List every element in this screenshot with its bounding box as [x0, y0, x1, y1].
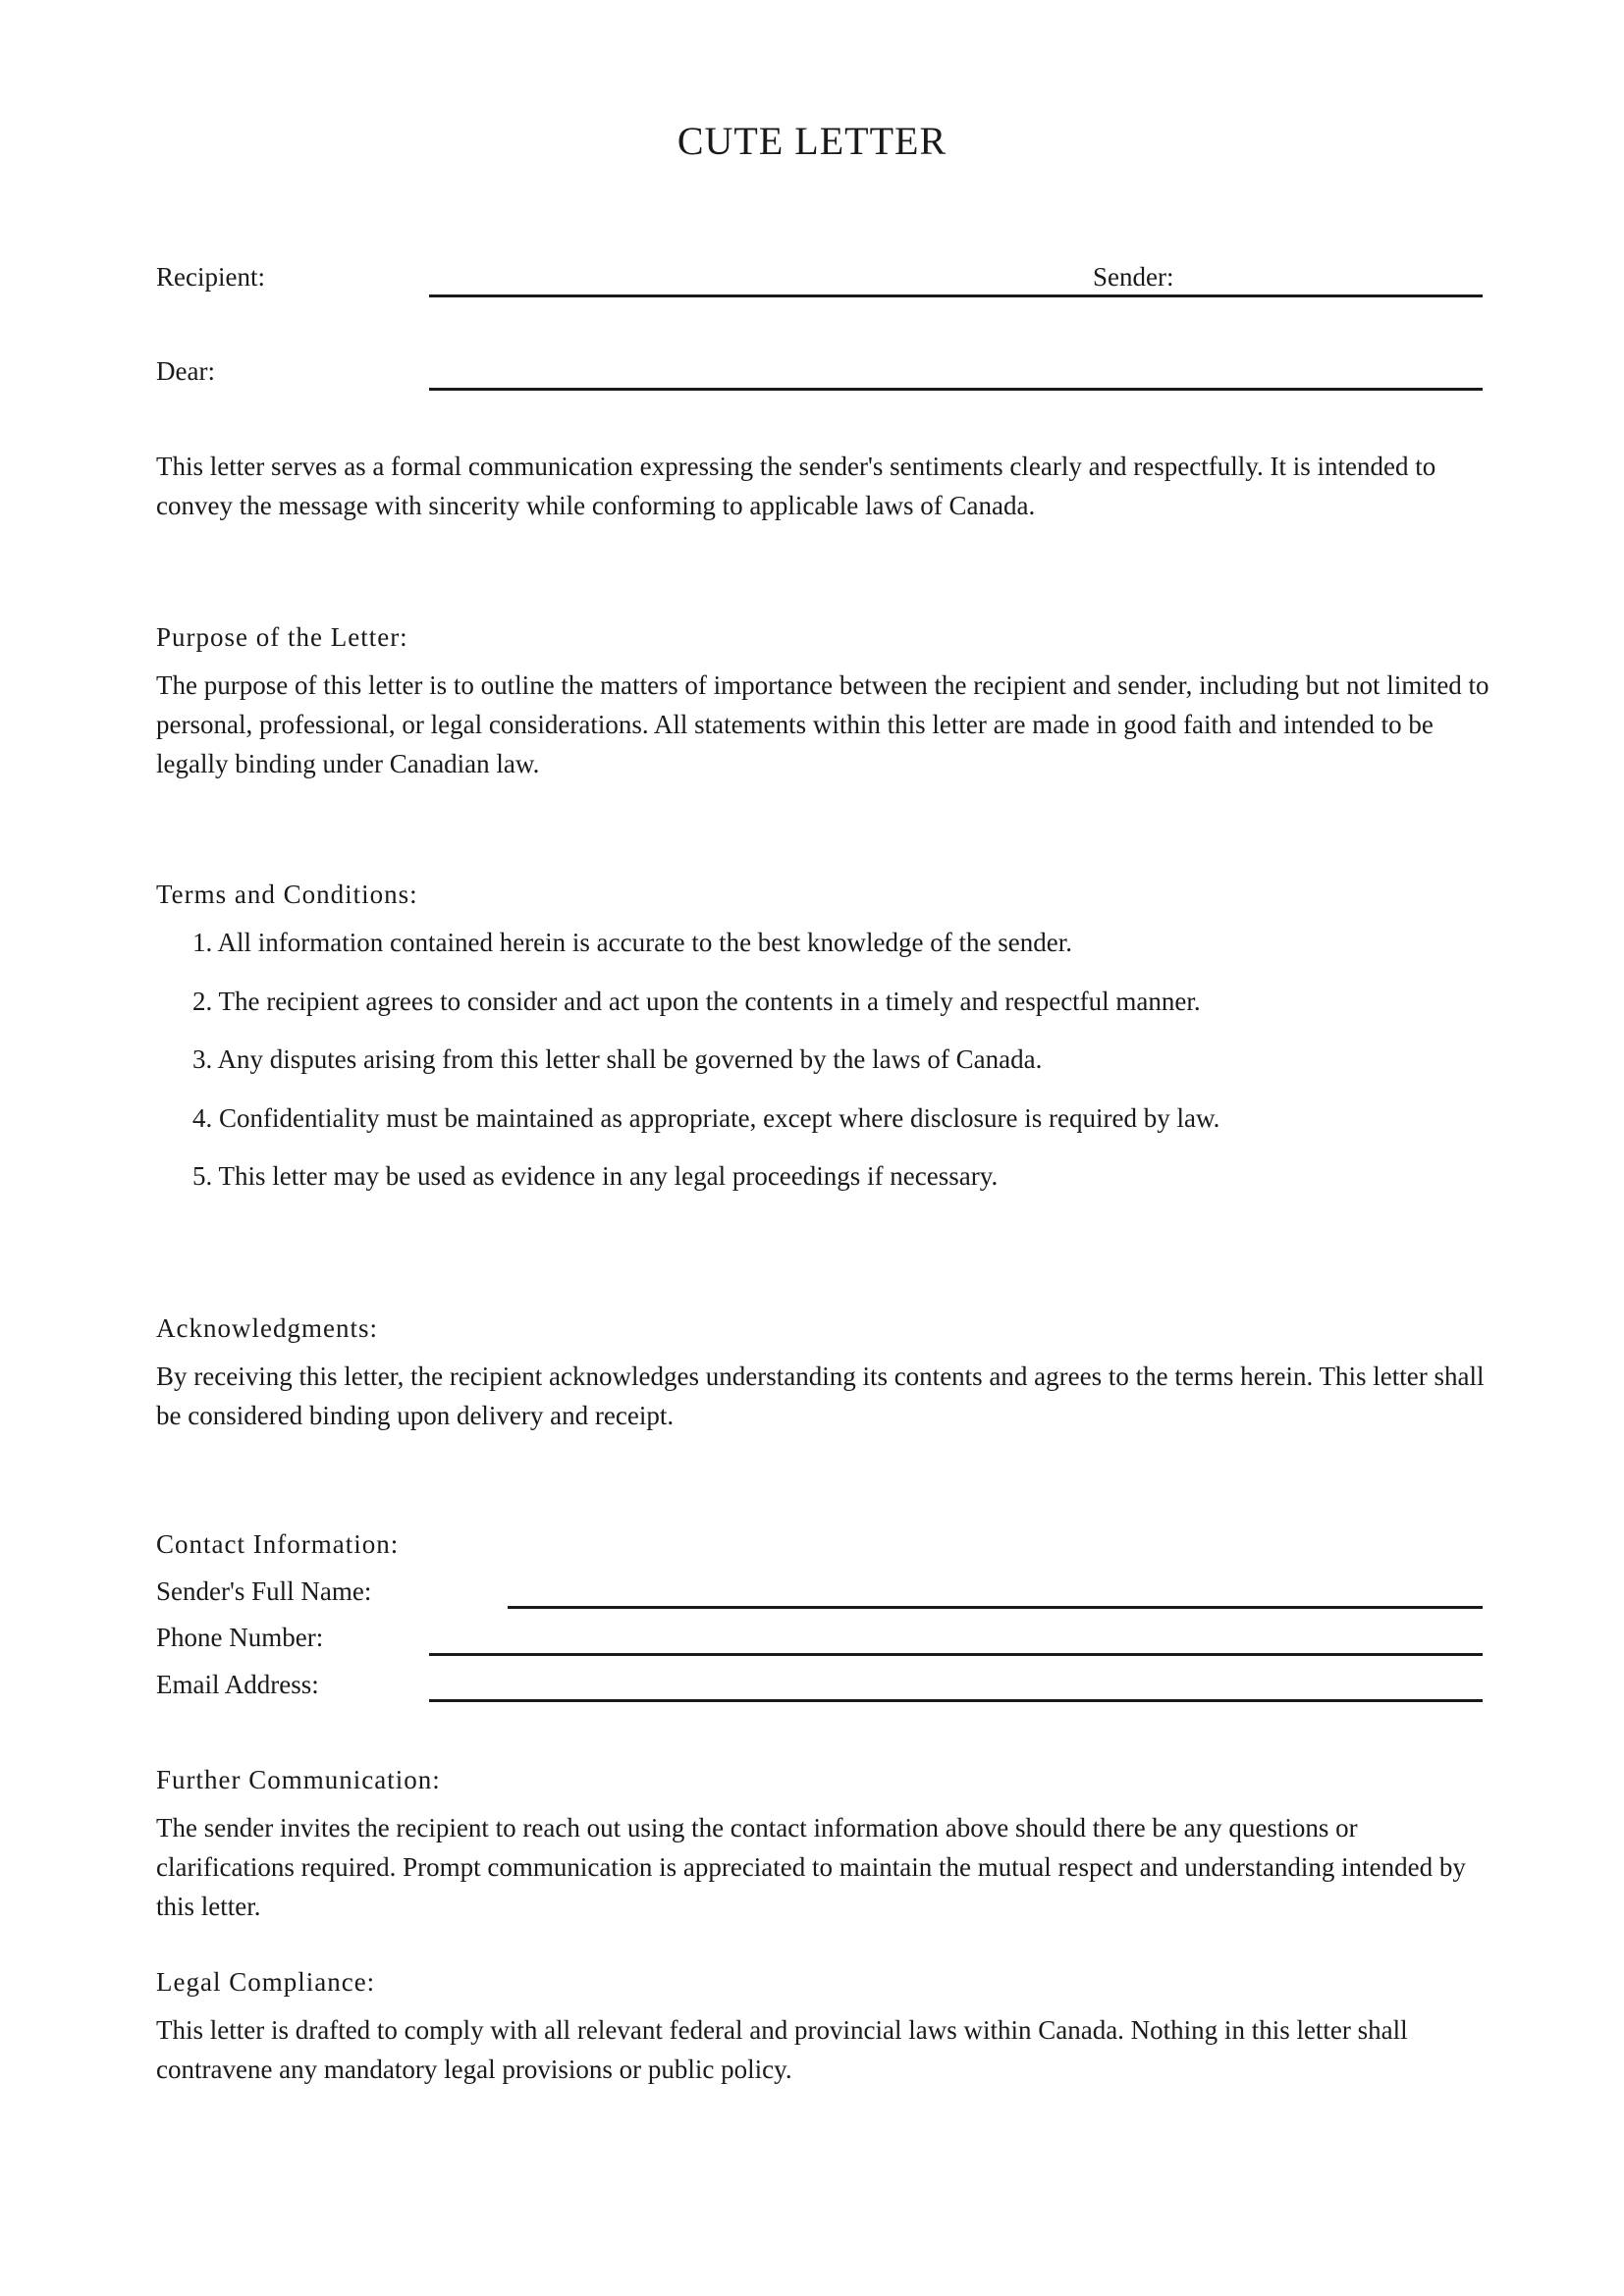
purpose-heading: Purpose of the Letter:: [156, 622, 408, 652]
legal-heading: Legal Compliance:: [156, 1967, 376, 1997]
further-heading: Further Communication:: [156, 1765, 441, 1794]
intro-paragraph: This letter serves as a formal communication expressing the sender's sentiments clearly and respectfully. It is intended to convey the message with sincerity while conforming to applicable laws of Canada.: [156, 452, 1436, 520]
acknowledgments-paragraph: By receiving this letter, the recipient acknowledges understanding its contents and agrees to the terms herein. This letter shall be considered binding upon delivery and receipt.: [156, 1362, 1485, 1430]
dear-label: Dear:: [156, 356, 215, 386]
terms-item: 5. This letter may be used as evidence in any legal proceedings if necessary.: [192, 1161, 999, 1192]
dear-line[interactable]: [429, 388, 1483, 391]
terms-item: 2. The recipient agrees to consider and act upon the contents in a timely and respectful manner.: [192, 986, 1201, 1016]
full-name-line[interactable]: [508, 1606, 1483, 1609]
full-name-label: Sender's Full Name:: [156, 1576, 372, 1606]
phone-label: Phone Number:: [156, 1623, 324, 1652]
terms-item: 1. All information contained herein is accurate to the best knowledge of the sender.: [192, 928, 1072, 957]
legal-paragraph: This letter is drafted to comply with all relevant federal and provincial laws within Canada. Nothing in this letter shall contravene any mandatory legal provisions or public policy.: [156, 2015, 1408, 2084]
recipient-sender-line[interactable]: [429, 294, 1483, 297]
acknowledgments-heading: Acknowledgments:: [156, 1313, 378, 1343]
recipient-label: Recipient:: [156, 262, 265, 292]
phone-line[interactable]: [429, 1653, 1483, 1656]
terms-item: 4. Confidentiality must be maintained as appropriate, except where disclosure is required by law.: [192, 1102, 1220, 1133]
sender-label: Sender:: [1093, 262, 1174, 292]
terms-list: [192, 923, 1219, 1215]
email-label: Email Address:: [156, 1670, 319, 1699]
further-paragraph: The sender invites the recipient to reach out using the contact information above should there be any questions or clarifications required. Prompt communication is appreciated to maintain the mutual respect and understanding intended by this letter.: [156, 1813, 1466, 1921]
terms-item: 3. Any disputes arising from this letter shall be governed by the laws of Canada.: [192, 1044, 1043, 1075]
contact-heading: Contact Information:: [156, 1529, 400, 1559]
document-title: CUTE LETTER: [677, 119, 947, 163]
terms-heading: Terms and Conditions:: [156, 880, 418, 909]
email-line[interactable]: [429, 1699, 1483, 1702]
purpose-paragraph: The purpose of this letter is to outline the matters of importance between the recipient and sender, including but not limited to personal, professional, or legal considerations. All statements within this letter are made in good faith and intended to be legally binding under Canadian law.: [156, 670, 1489, 778]
